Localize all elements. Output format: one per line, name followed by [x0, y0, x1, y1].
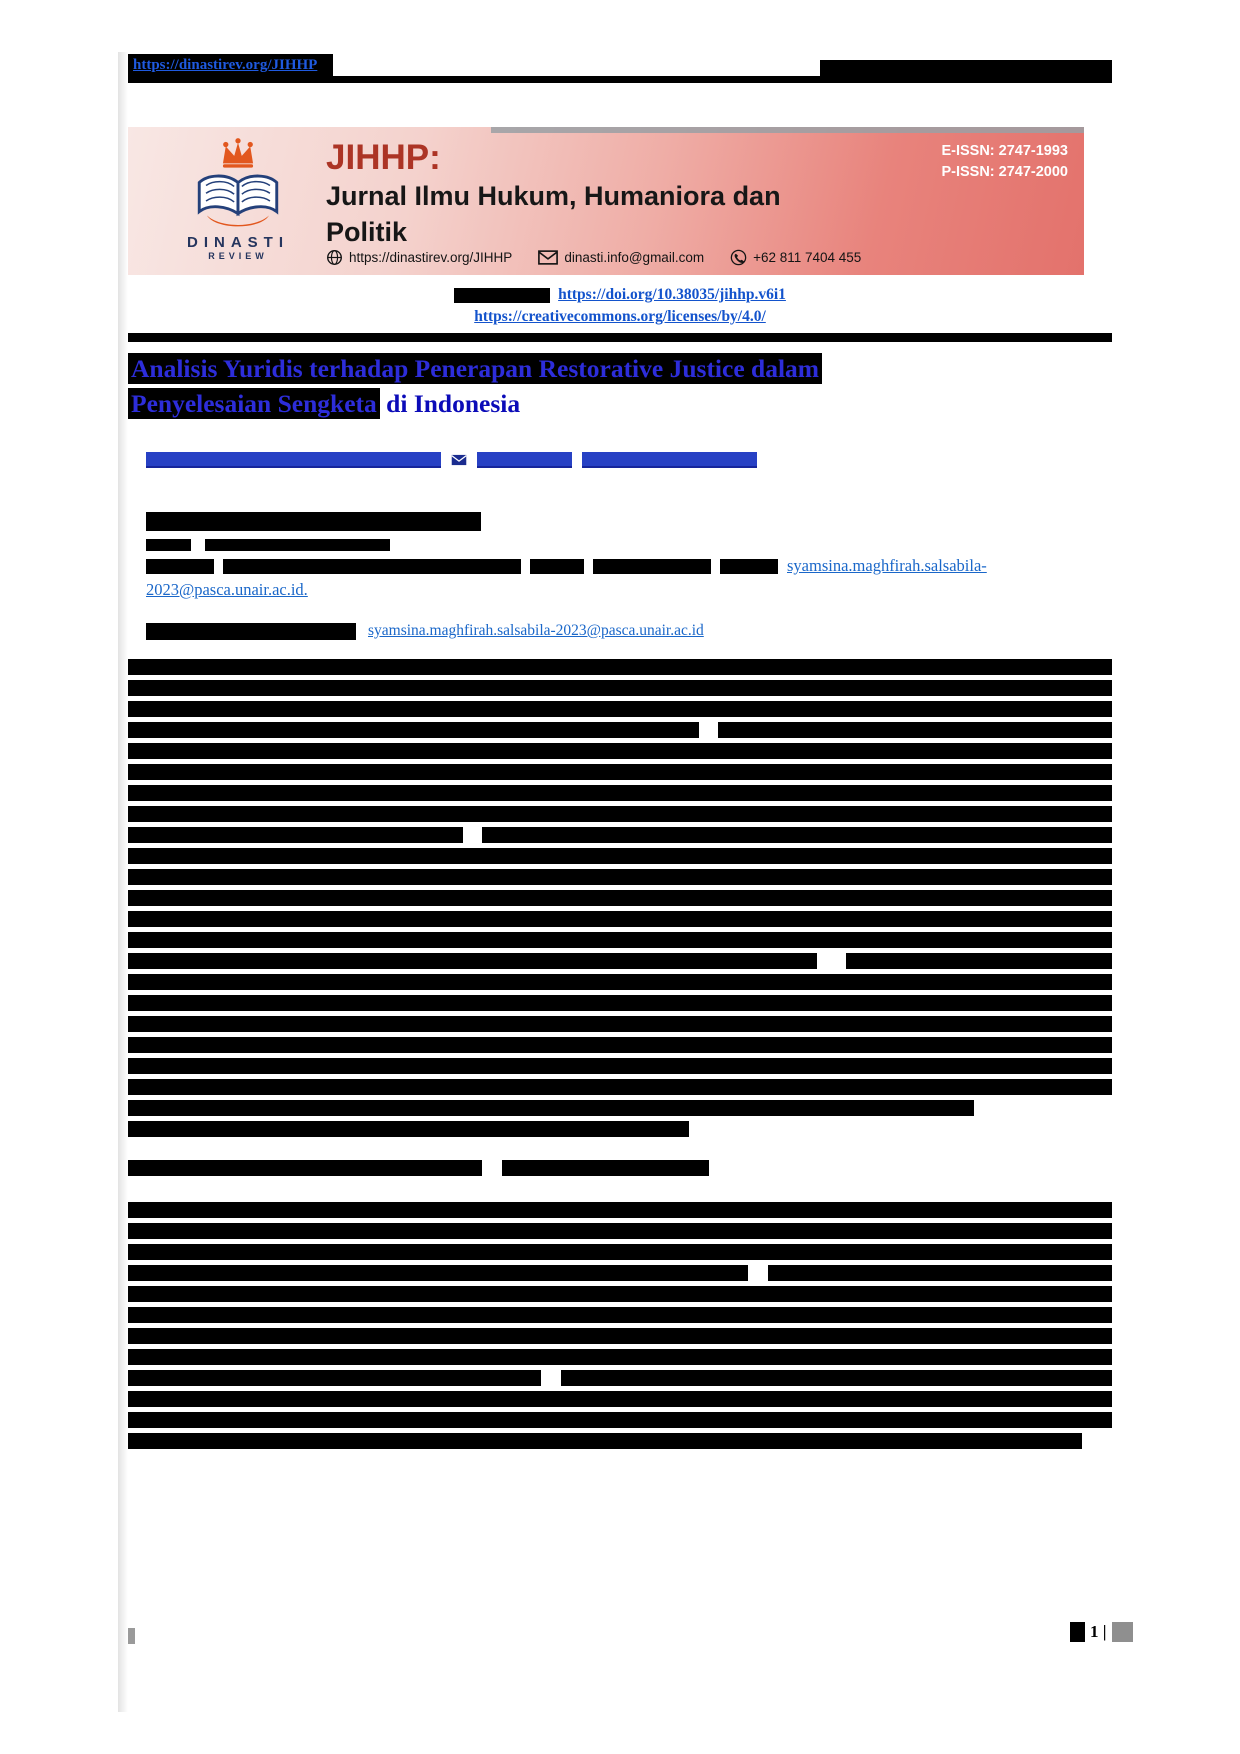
redacted-text-line — [128, 953, 1112, 969]
author-email-link-part1[interactable]: syamsina.maghfirah.salsabila- — [787, 556, 987, 575]
masthead-link-chip — [128, 54, 333, 77]
redacted-text-line — [128, 1202, 1112, 1218]
corresponding-email-link[interactable]: syamsina.maghfirah.salsabila-2023@pasca.unair.ac.id — [368, 622, 704, 639]
logo-text-dinasti: DINASTI — [187, 234, 289, 251]
redacted-text — [128, 1160, 482, 1176]
redaction-gap — [463, 827, 483, 843]
redacted-text-line — [128, 1121, 1112, 1137]
redacted-text — [128, 722, 699, 738]
redacted-text-line — [128, 1370, 1112, 1386]
redacted-doi-label — [454, 288, 550, 303]
redacted-text — [205, 539, 390, 551]
journal-name-line2: Politik — [326, 217, 408, 247]
affiliation-line2 — [146, 580, 308, 600]
redacted-text — [593, 559, 711, 574]
redaction-gap — [482, 1160, 502, 1176]
redacted-text-line — [128, 1223, 1112, 1239]
redacted-text-line — [128, 1433, 1112, 1449]
redacted-author-link — [477, 452, 572, 468]
redacted-text — [128, 1202, 1112, 1218]
redacted-text — [128, 1244, 1112, 1260]
redacted-text — [128, 974, 1112, 990]
redacted-text — [720, 559, 778, 574]
redacted-text — [768, 1265, 1112, 1281]
redacted-text — [128, 764, 1112, 780]
redacted-author-link — [146, 452, 441, 468]
redacted-text-line — [128, 764, 1112, 780]
doi-license-block — [128, 284, 1112, 328]
redacted-text — [482, 827, 1112, 843]
redacted-text-line — [128, 1160, 1112, 1176]
redacted-text — [128, 1328, 1112, 1344]
p-issn: P-ISSN: 2747-2000 — [941, 164, 1068, 180]
article-title-line2-highlight: Penyelesaian Sengketa — [128, 388, 380, 419]
redacted-text — [128, 659, 1112, 675]
redacted-text-line — [128, 1391, 1112, 1407]
redacted-text — [128, 701, 1112, 717]
masthead-redacted-issue-info — [820, 60, 1112, 77]
journal-url-link[interactable]: https://dinastirev.org/JIHHP — [133, 57, 318, 73]
redacted-text — [128, 1016, 1112, 1032]
redacted-text — [718, 722, 1112, 738]
contact-website-text: https://dinastirev.org/JIHHP — [349, 250, 513, 265]
redacted-text — [128, 1349, 1112, 1365]
redacted-text — [561, 1370, 1112, 1386]
redacted-text — [128, 1121, 689, 1137]
redacted-text-line — [128, 1016, 1112, 1032]
redacted-text-line — [128, 1412, 1112, 1428]
redacted-body-paragraph — [128, 1202, 1112, 1454]
redacted-text-line — [128, 1328, 1112, 1344]
redacted-abstract-paragraph — [128, 659, 1112, 1142]
redacted-text — [128, 953, 817, 969]
article-title-line1: Analisis Yuridis terhadap Penerapan Restorative Justice dalam — [128, 353, 822, 384]
journal-banner — [128, 127, 1084, 275]
redacted-text — [128, 1037, 1112, 1053]
license-line — [128, 306, 1112, 328]
redacted-text-line — [128, 1058, 1112, 1074]
redacted-text-line — [128, 722, 1112, 738]
logo-text-review: REVIEW — [208, 251, 268, 261]
redacted-text — [502, 1160, 709, 1176]
redacted-text — [128, 806, 1112, 822]
envelope-icon — [538, 250, 558, 265]
redacted-text — [128, 848, 1112, 864]
page-number: 1 | — [1090, 1622, 1107, 1641]
envelope-icon — [451, 454, 467, 466]
redacted-text-line — [128, 806, 1112, 822]
redacted-text-line — [128, 869, 1112, 885]
redacted-text — [530, 559, 584, 574]
redacted-text-line — [128, 890, 1112, 906]
e-issn: E-ISSN: 2747-1993 — [941, 143, 1068, 159]
redacted-text — [128, 827, 463, 843]
author-email-link-part2[interactable]: 2023@pasca.unair.ac.id. — [146, 580, 308, 599]
redaction-gap — [541, 1370, 561, 1386]
redacted-text — [128, 1391, 1112, 1407]
globe-icon — [326, 249, 343, 266]
license-link[interactable]: https://creativecommons.org/licenses/by/4.0/ — [474, 308, 766, 325]
crown-icon — [214, 137, 262, 169]
redacted-text — [128, 890, 1112, 906]
redacted-text-line — [128, 932, 1112, 948]
redacted-corresponding-label — [146, 623, 356, 640]
redacted-text-line — [128, 1349, 1112, 1365]
redacted-text-line — [128, 1100, 1112, 1116]
phone-icon — [730, 249, 747, 266]
redacted-text — [146, 559, 214, 574]
redacted-text — [128, 1307, 1112, 1323]
journal-name-line1: Jurnal Ilmu Hukum, Humaniora dan — [326, 181, 781, 211]
redacted-text — [128, 995, 1112, 1011]
author-links-row — [146, 452, 757, 468]
doi-link[interactable]: https://doi.org/10.38035/jihhp.v6i1 — [558, 286, 786, 303]
issn-block — [941, 141, 1068, 183]
redacted-text-line — [128, 848, 1112, 864]
redacted-text — [128, 1265, 748, 1281]
article-title — [128, 351, 1048, 421]
redacted-text — [128, 1223, 1112, 1239]
redacted-text — [128, 1079, 1112, 1095]
redacted-text — [846, 953, 1112, 969]
journal-title-block — [326, 139, 781, 249]
redacted-footer-chip — [1070, 1622, 1085, 1642]
redacted-text — [128, 932, 1112, 948]
redacted-text — [128, 1412, 1112, 1428]
redacted-text-line — [128, 1037, 1112, 1053]
affiliation-line — [146, 556, 1112, 576]
thick-divider — [128, 333, 1112, 342]
redacted-text-line — [128, 1244, 1112, 1260]
redacted-text — [128, 680, 1112, 696]
redacted-text-line — [128, 659, 1112, 675]
redacted-text — [128, 1433, 1082, 1449]
redacted-text-line — [128, 701, 1112, 717]
redacted-text — [128, 869, 1112, 885]
redacted-text — [128, 1100, 974, 1116]
contact-website — [326, 249, 512, 266]
redacted-text-line — [128, 827, 1112, 843]
open-book-icon — [190, 169, 286, 231]
redaction-gap — [748, 1265, 768, 1281]
redacted-text — [223, 559, 521, 574]
redacted-text-line — [128, 1286, 1112, 1302]
contact-email-text: dinasti.info@gmail.com — [564, 250, 705, 265]
redacted-text-line — [128, 1079, 1112, 1095]
redacted-text — [128, 1286, 1112, 1302]
redacted-text-line — [128, 785, 1112, 801]
redacted-text-line — [128, 680, 1112, 696]
page-number-badge — [1070, 1622, 1133, 1642]
redaction-gap — [817, 953, 847, 969]
contact-phone — [730, 249, 861, 266]
contact-phone-text: +62 811 7404 455 — [753, 250, 862, 265]
redacted-author-detail — [146, 539, 390, 551]
scan-edge-shadow — [118, 52, 128, 1712]
redacted-text — [128, 785, 1112, 801]
journal-contact-row — [326, 249, 861, 266]
redaction-gap — [699, 722, 719, 738]
corresponding-author-line — [146, 622, 704, 640]
redacted-text — [128, 1058, 1112, 1074]
redacted-author-link — [582, 452, 757, 468]
scan-artifact-strip — [491, 127, 1084, 133]
redacted-text-line — [128, 1265, 1112, 1281]
redacted-text — [128, 911, 1112, 927]
redacted-author-name — [146, 512, 481, 531]
contact-email — [538, 250, 704, 265]
redacted-text — [128, 743, 1112, 759]
redacted-section-heading — [128, 1160, 1112, 1181]
dinasti-review-logo — [172, 137, 304, 261]
scan-artifact — [128, 1628, 135, 1644]
redacted-text-line — [128, 995, 1112, 1011]
redacted-text — [128, 1370, 541, 1386]
redacted-text-line — [128, 974, 1112, 990]
redacted-text-line — [128, 743, 1112, 759]
redacted-text-line — [128, 911, 1112, 927]
doi-line — [128, 284, 1112, 306]
masthead — [128, 54, 1112, 83]
journal-abbreviation: JIHHP: — [326, 138, 441, 177]
article-title-line2-rest: di Indonesia — [379, 389, 521, 418]
redacted-footer-chip-gray — [1112, 1622, 1133, 1642]
redacted-text-line — [128, 1307, 1112, 1323]
redacted-text — [146, 539, 191, 551]
